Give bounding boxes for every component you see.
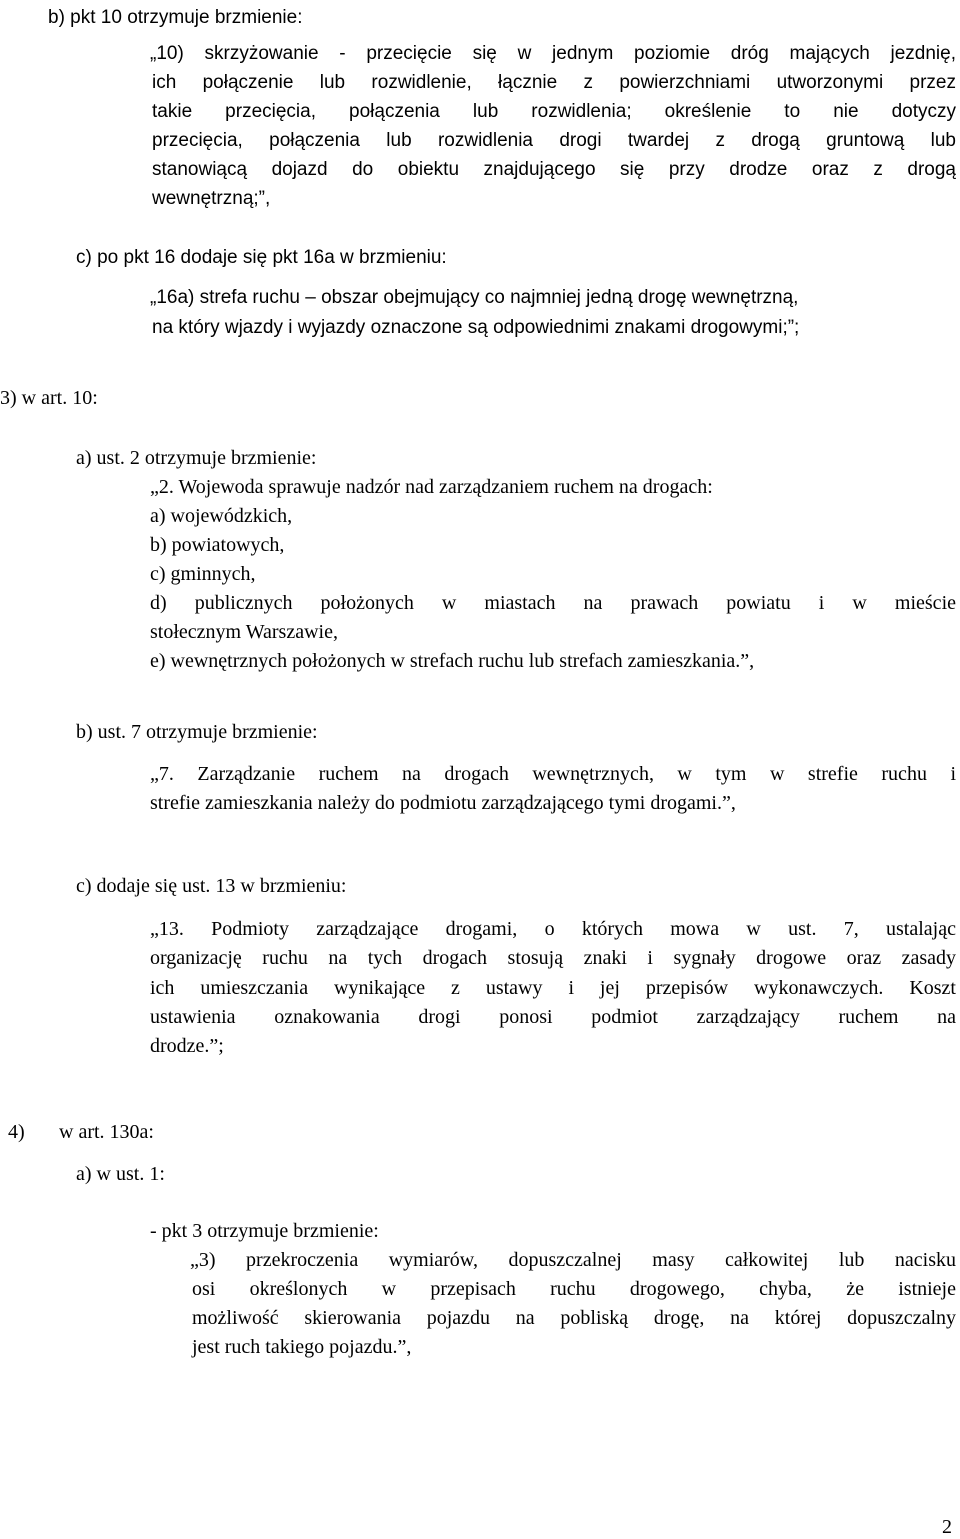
article-heading: 3) w art. 10: [0,387,98,409]
quoted-text-line: „7. Zarządzanie ruchem na drogach wewnętrznych, w tym w strefie ruchu i [150,763,956,785]
quoted-text-line: „13. Podmioty zarządzające drogami, o których mowa w ust. 7, ustalając [150,918,956,940]
quoted-text-line: ich umieszczania wynikające z ustawy i jej przepisów wykonawczych. Koszt [150,977,956,999]
page-number: 2 [942,1516,952,1538]
quoted-text-line: „10) skrzyżowanie - przecięcie się w jednym poziomie dróg mających jezdnię, [150,43,956,64]
quoted-text-line: możliwość skierowania pojazdu na pobliską drogę, na której dopuszczalny [192,1307,956,1329]
section-heading: c) po pkt 16 dodaje się pkt 16a w brzmieniu: [76,247,447,268]
quoted-text-line: takie przecięcia, połączenia lub rozwidlenia; określenie to nie dotyczy [152,101,956,122]
section-heading: a) w ust. 1: [76,1163,165,1185]
quoted-text-line: jest ruch takiego pojazdu.”, [192,1336,412,1358]
quoted-text-line: „16a) strefa ruchu – obszar obejmujący co najmniej jedną drogę wewnętrzną, [150,287,799,308]
quoted-text-line: osi określonych w przepisach ruchu drogowego, chyba, że istnieje [192,1278,956,1300]
list-item: a) wojewódzkich, [150,505,293,527]
section-heading: c) dodaje się ust. 13 w brzmieniu: [76,875,347,897]
list-item: e) wewnętrznych położonych w strefach ruchu lub strefach zamieszkania.”, [150,650,755,672]
quoted-text-line: organizację ruchu na tych drogach stosują znaki i sygnały drogowe oraz zasady [150,947,956,969]
section-heading: b) pkt 10 otrzymuje brzmienie: [48,7,303,28]
quoted-text-line: wewnętrzną;”, [152,188,271,209]
section-heading: a) ust. 2 otrzymuje brzmienie: [76,447,317,469]
list-item: b) powiatowych, [150,534,285,556]
quoted-text-line: na który wjazdy i wyjazdy oznaczone są odpowiednimi znakami drogowymi;”; [152,317,800,338]
list-item: d) publicznych położonych w miastach na prawach powiatu i w mieście [150,592,956,614]
list-item: stołecznym Warszawie, [150,621,338,643]
quoted-text-line: drodze.”; [150,1035,224,1057]
list-item: c) gminnych, [150,563,256,585]
article-number: 4) [8,1121,25,1143]
quoted-text-line: strefie zamieszkania należy do podmiotu zarządzającego tymi drogami.”, [150,792,736,814]
section-heading: - pkt 3 otrzymuje brzmienie: [150,1220,379,1242]
section-heading: b) ust. 7 otrzymuje brzmienie: [76,721,318,743]
quoted-text-line: ich połączenie lub rozwidlenie, łącznie z powierzchniami utworzonymi przez [152,72,956,93]
quoted-text-line: „2. Wojewoda sprawuje nadzór nad zarządzaniem ruchem na drogach: [150,476,713,498]
quoted-text-line: „3) przekroczenia wymiarów, dopuszczalnej masy całkowitej lub nacisku [190,1249,956,1271]
article-heading: w art. 130a: [59,1121,154,1143]
quoted-text-line: ustawienia oznakowania drogi ponosi podmiot zarządzający ruchem na [150,1006,956,1028]
quoted-text-line: stanowiącą dojazd do obiektu znajdującego się przy drodze oraz z drogą [152,159,956,180]
quoted-text-line: przecięcia, połączenia lub rozwidlenia drogi twardej z drogą gruntową lub [152,130,956,151]
